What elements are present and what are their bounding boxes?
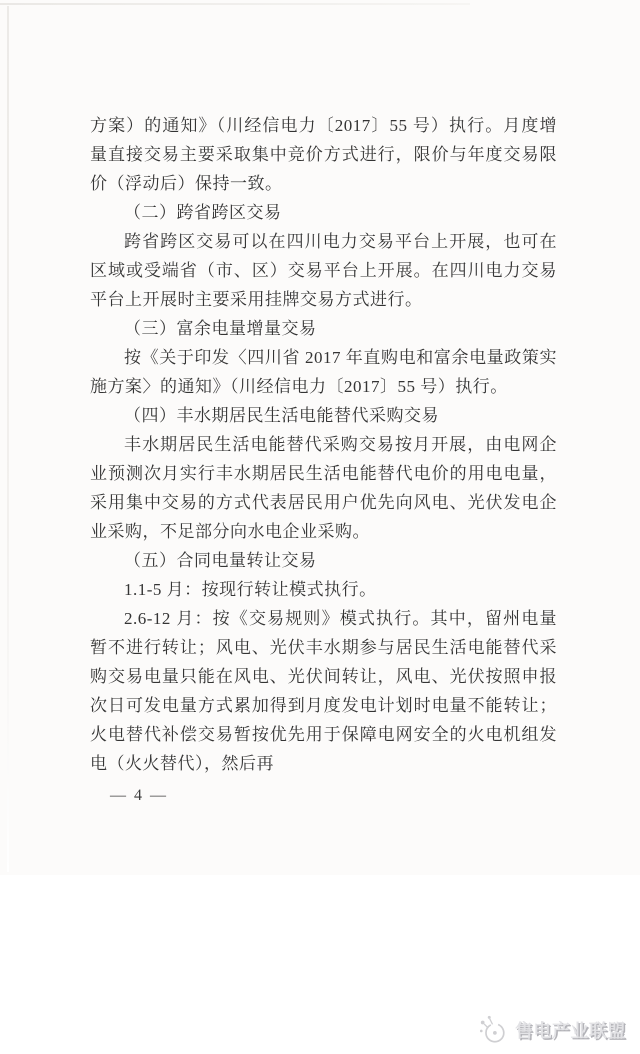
- document-body-text: [90, 111, 557, 778]
- scan-edge-top: [0, 3, 470, 5]
- paragraph: 跨省跨区交易可以在四川电力交易平台上开展，也可在区域或受端省（市、区）交易平台上开展。在四川电力交易平台上开展时主要采用挂牌交易方式进行。: [90, 232, 557, 309]
- paragraph: 1.1-5 月：按现行转让模式执行。: [124, 580, 377, 599]
- alliance-watermark: [478, 1014, 626, 1046]
- section-heading: （四）丰水期居民生活电能替代采购交易: [124, 406, 439, 425]
- paragraph: 丰水期居民生活电能替代采购交易按月开展，由电网企业预测次月实行丰水期居民生活电能替代电价的用电电量，采用集中交易的方式代表居民用户优先向风电、光伏发电企业采购，不足部分向水电企业采购。: [90, 435, 557, 541]
- scan-edge-left: [7, 6, 9, 872]
- section-heading: （五）合同电量转让交易: [124, 551, 317, 570]
- paragraph: 按《关于印发〈四川省 2017 年直购电和富余电量政策实施方案〉的通知》（川经信电力〔2017〕55 号）执行。: [90, 348, 557, 396]
- watermark-label: 售电产业联盟: [515, 1021, 626, 1041]
- section-heading: （三）富余电量增量交易: [124, 319, 317, 338]
- atom-icon: [478, 1014, 508, 1046]
- page-number: — 4 —: [110, 787, 168, 804]
- section-heading: （二）跨省跨区交易: [124, 203, 282, 222]
- paragraph: 2.6-12 月：按《交易规则》模式执行。其中，留州电量暂不进行转让；风电、光伏丰水期参与居民生活电能替代采购交易电量只能在风电、光伏间转让，风电、光伏按照申报次日可发电量方式累加得到月度发电计划时电量不能转让；火电替代补偿交易暂按优先用于保障电网安全的火电机组发电（火火替代），然后再: [90, 609, 557, 773]
- paragraph: 方案）的通知》（川经信电力〔2017〕55 号）执行。月度增量直接交易主要采取集中竞价方式进行，限价与年度交易限价（浮动后）保持一致。: [90, 116, 557, 193]
